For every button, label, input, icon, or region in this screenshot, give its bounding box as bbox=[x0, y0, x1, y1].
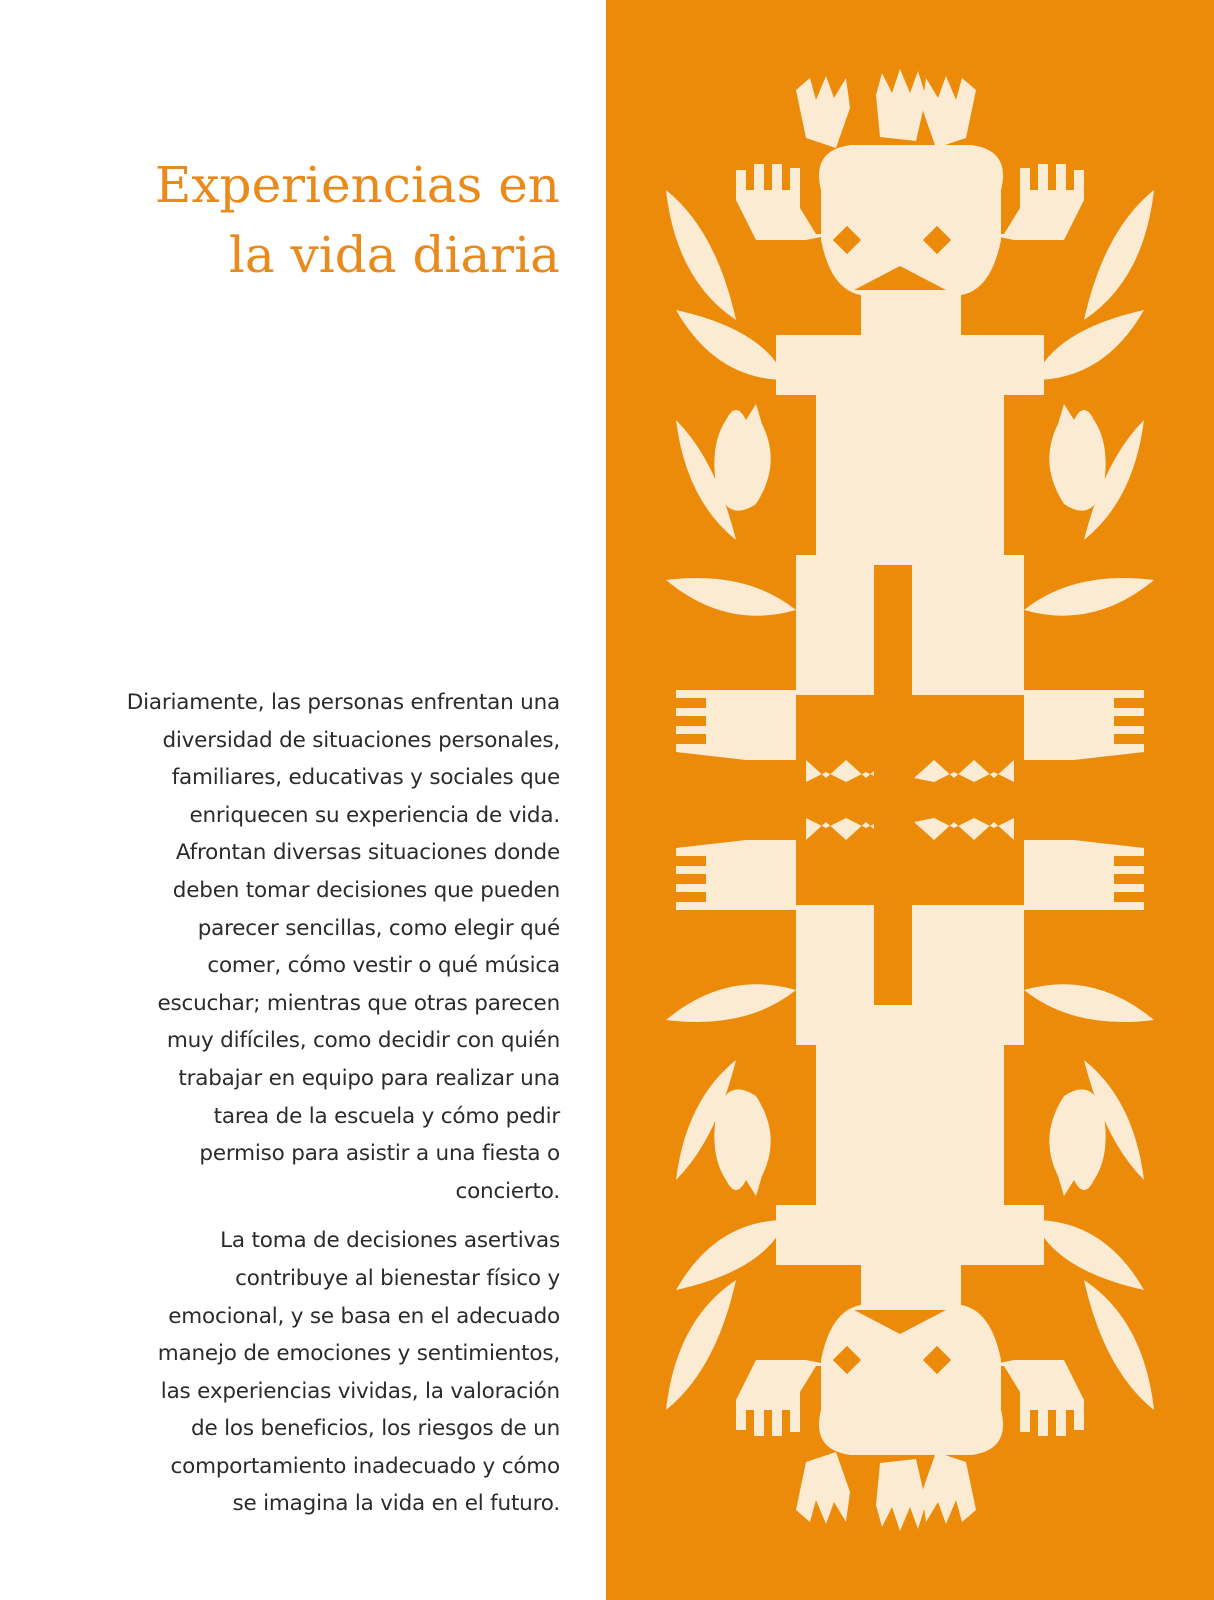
page-title bbox=[40, 150, 560, 290]
text-line: contribuye al bienestar físico y bbox=[235, 1265, 560, 1291]
text-line: La toma de decisiones asertivas bbox=[220, 1228, 560, 1254]
text-line: trabajar en equipo para realizar una bbox=[178, 1065, 560, 1091]
text-line: se imagina la vida en el futuro. bbox=[232, 1491, 560, 1517]
papel-picado-figures-icon bbox=[606, 0, 1214, 1600]
text-column bbox=[0, 0, 560, 1600]
text-line: de los beneficios, los riesgos de un bbox=[191, 1416, 560, 1442]
text-line: comportamiento inadecuado y cómo bbox=[170, 1453, 560, 1479]
paragraph-decision-making bbox=[60, 1222, 560, 1523]
title-line: la vida diaria bbox=[228, 226, 560, 284]
text-line: diversidad de situaciones personales, bbox=[162, 727, 560, 753]
text-line: deben tomar decisiones que pueden bbox=[172, 877, 560, 903]
title-line: Experiencias en bbox=[154, 156, 560, 214]
illustration-panel bbox=[606, 0, 1214, 1600]
text-line: enriquecen su experiencia de vida. bbox=[189, 802, 560, 828]
text-line: permiso para asistir a una fiesta o bbox=[199, 1141, 560, 1167]
text-line: concierto. bbox=[455, 1178, 560, 1204]
text-line: parecer sencillas, como elegir qué bbox=[197, 915, 560, 941]
text-line: Afrontan diversas situaciones donde bbox=[175, 840, 560, 866]
text-line: Diariamente, las personas enfrentan una bbox=[126, 690, 560, 715]
text-line: las experiencias vividas, la valoración bbox=[160, 1378, 560, 1404]
paragraph-daily-experiences bbox=[60, 684, 560, 1210]
body-text bbox=[60, 684, 560, 1535]
text-line: tarea de la escuela y cómo pedir bbox=[213, 1103, 560, 1129]
text-line: manejo de emociones y sentimientos, bbox=[157, 1341, 560, 1367]
text-line: comer, cómo vestir o qué música bbox=[207, 953, 560, 979]
text-line: familiares, educativas y sociales que bbox=[171, 765, 560, 791]
text-line: emocional, y se basa en el adecuado bbox=[168, 1303, 560, 1329]
text-line: muy difíciles, como decidir con quién bbox=[166, 1028, 560, 1054]
text-line: escuchar; mientras que otras parecen bbox=[157, 990, 560, 1016]
